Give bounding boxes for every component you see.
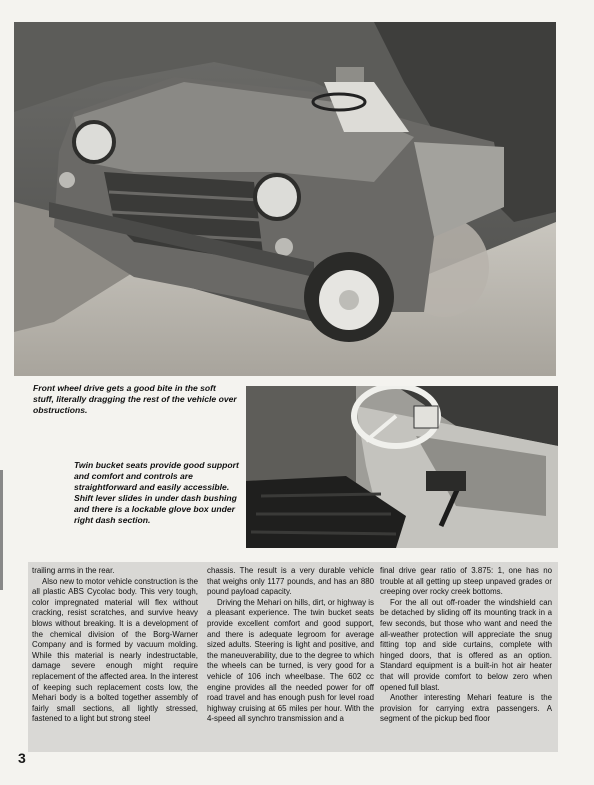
scan-edge-mark [0,470,3,590]
caption-front-wheel-drive: Front wheel drive gets a good bite in the soft stuff, literally dragging the rest of the vehicle over obstructions. [33,383,237,415]
paragraph: Also new to motor vehicle construction is the all plastic ABS Cycolac body. This very tough, color impregnated material will flex without cracking, resist scratches, and survive heavy blows without breaking. It is a development of the chemical division of the Borg-Warner Company and is formed by vacuum molding. While this material is nearly indestructable, damage severe enough might require replacement of the affected area. In the interest of keeping such replacement costs low, the Mehari body is a bolted together assembly of fairly small sections, all lightly stressed, fastened to a light but strong steel [32,576,198,724]
paragraph: Another interesting Mehari feature is the provision for carrying extra passengers. A segment of the pickup bed floor [380,693,552,724]
photo-mehari-offroad [14,22,556,376]
paragraph: trailing arms in the rear. [32,566,115,575]
page-number: 3 [18,750,26,766]
caption-bucket-seats: Twin bucket seats provide good support and comfort and controls are straightforward and easily accessible. Shift lever slides in under dash bushing and there is a lockable glove box under right dash section. [74,460,239,525]
photo-mehari-interior [246,386,558,548]
article-column-1 [32,566,198,725]
article-column-3 [380,566,552,725]
paragraph: For the all out off-roader the windshield can be detached by sliding off its mounting track in a few seconds, but those who want and need the all-weather protection will appreciate the snug fitting top and side curtains, complete with hinged doors, that is offered as an option. Standard equipment is a built-in hot air heater that will provide comfort to below zero when opened full blast. [380,597,552,692]
paragraph: chassis. The result is a very durable vehicle that weighs only 1177 pounds, and has an 880 pound payload capacity. [207,566,374,597]
article-column-2 [207,566,374,725]
paragraph: final drive gear ratio of 3.875: 1, one has no trouble at all getting up steep unpaved grades or creeping over rocky creek bottoms. [380,566,552,597]
paragraph: Driving the Mehari on hills, dirt, or highway is a pleasant experience. The twin bucket seats provide excellent comfort and good support, and there is adequate legroom for average sized adults. Steering is light and positive, and the maneuverability, due to the degree to which the wheels can be turned, is very good for a vehicle of 106 inch wheelbase. The 602 cc engine provides all the needed power for off road travel and has enough push for level road highway cruising at 65 miles per hour. With the 4-speed all synchro transmission and a [207,597,374,724]
